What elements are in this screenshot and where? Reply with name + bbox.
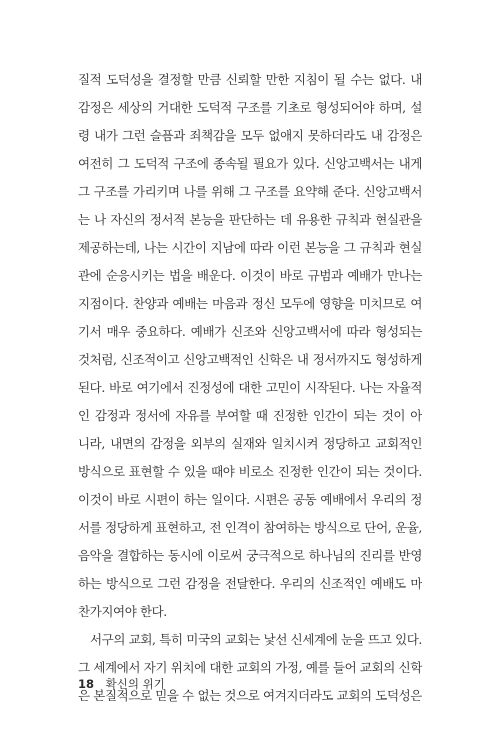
book-title: 확신의 위기 [105, 677, 165, 691]
text-line: 관에 순응시키는 법을 배운다. 이것이 바로 규범과 예배가 만나는 [78, 268, 422, 283]
page-footer [78, 676, 165, 692]
text-line: 음악을 결합하는 동시에 이로써 궁극적으로 하나님의 진리를 반영 [78, 548, 422, 563]
page-number: 18 [78, 677, 95, 691]
text-line: 령 내가 그런 슬픔과 죄책감을 모두 없애지 못하더라도 내 감정은 [78, 128, 422, 143]
text-line: 서를 정당하게 표현하고, 전 인격이 참여하는 방식으로 단어, 운율, [78, 520, 422, 535]
text-line: 인 감정과 정서에 자유를 부여할 때 진정한 인간이 되는 것이 아 [78, 408, 422, 423]
text-line: 찬가지여야 한다. [78, 604, 167, 619]
text-line: 니라, 내면의 감정을 외부의 실재와 일치시켜 정당하고 교회적인 [78, 436, 422, 451]
text-line: 하는 방식으로 그런 감정을 전달한다. 우리의 신조적인 예배도 마 [78, 576, 422, 591]
text-line: 여전히 그 도덕적 구조에 종속될 필요가 있다. 신앙고백서는 내게 [78, 156, 422, 171]
text-line: 이것이 바로 시편이 하는 일이다. 시편은 공동 예배에서 우리의 정 [78, 492, 422, 507]
text-line: 된다. 바로 여기에서 진정성에 대한 고민이 시작된다. 나는 자율적 [78, 380, 422, 395]
text-line: 것처럼, 신조적이고 신앙고백적인 신학은 내 정서까지도 형성하게 [78, 352, 422, 367]
text-line: 은 본질적으로 믿을 수 없는 것으로 여겨지더라도 교회의 도덕성은 [78, 688, 422, 703]
text-line: 질적 도덕성을 결정할 만큼 신뢰할 만한 지침이 될 수는 없다. 내 [78, 72, 422, 87]
text-line: 방식으로 표현할 수 있을 때야 비로소 진정한 인간이 되는 것이다. [78, 464, 422, 479]
text-line: 서구의 교회, 특히 미국의 교회는 낯선 신세계에 눈을 뜨고 있다. [90, 632, 422, 647]
text-line: 기서 매우 중요하다. 예배가 신조와 신앙고백서에 따라 형성되는 [78, 324, 422, 339]
text-line: 그 구조를 가리키며 나를 위해 그 구조를 요약해 준다. 신앙고백서 [78, 184, 422, 199]
text-line: 제공하는데, 나는 시간이 지남에 따라 이런 본능을 그 규칙과 현실 [78, 240, 422, 255]
text-line: 는 나 자신의 정서적 본능을 판단하는 데 유용한 규칙과 현실관을 [78, 212, 422, 227]
text-line: 지점이다. 찬양과 예배는 마음과 정신 모두에 영향을 미치므로 여 [78, 296, 422, 311]
text-line: 감정은 세상의 거대한 도덕적 구조를 기초로 형성되어야 하며, 설 [78, 100, 422, 115]
text-line: 그 세계에서 자기 위치에 대한 교회의 가정, 예를 들어 교회의 신학 [78, 660, 422, 675]
